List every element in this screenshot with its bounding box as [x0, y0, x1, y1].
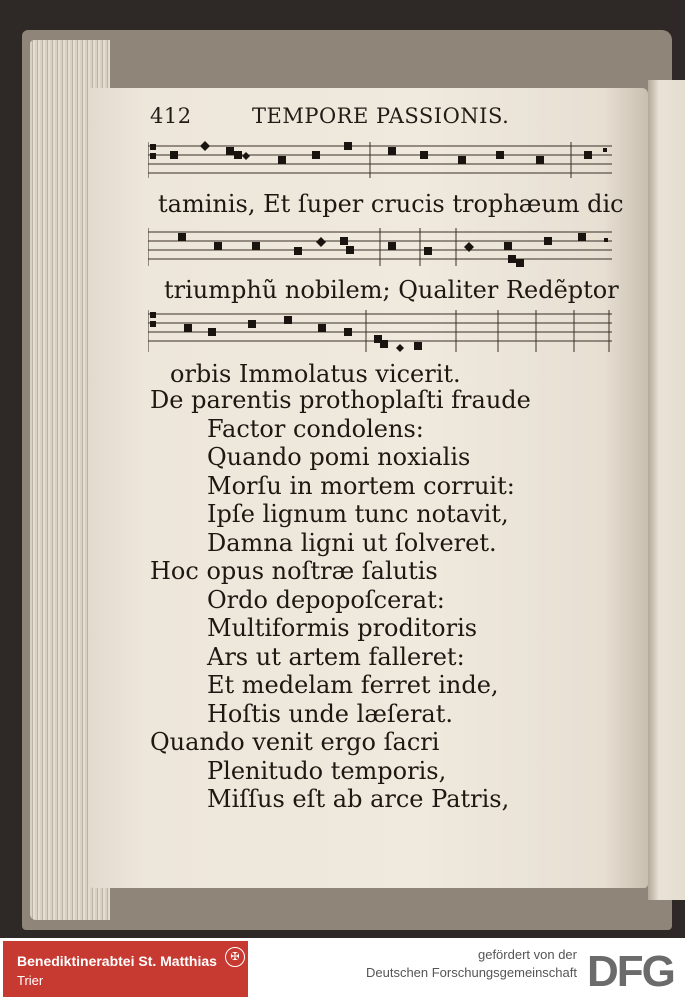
running-title: TEMPORE PASSIONIS. — [252, 104, 510, 128]
dfg-logo-icon[interactable] — [585, 944, 679, 994]
hymn-text — [150, 386, 630, 814]
funded-by-label: gefördert von der — [477, 947, 577, 962]
footer-bar — [0, 938, 685, 1000]
hymn-line: Ordo depopoſcerat: — [207, 585, 445, 614]
lyric-line-1: taminis, Et ſuper crucis trophæum dic — [158, 190, 624, 218]
hymn-line: Plenitudo temporis, — [207, 756, 447, 785]
institution-name: Benediktinerabtei St. Matthias — [17, 953, 217, 969]
hymn-line: Quando venit ergo ſacri — [150, 728, 440, 756]
hymn-line: Hoſtis unde læſerat. — [207, 699, 454, 728]
hymn-line: Ipſe lignum tunc notavit, — [207, 500, 509, 528]
hymn-line: Morſu in mortem corruit: — [207, 471, 515, 500]
page-number: 412 — [150, 104, 192, 128]
dfg-logo-text: DFG — [587, 947, 674, 994]
monastery-seal-icon: ✠ — [225, 947, 245, 967]
hymn-line: De parentis prothoplaſti fraude — [150, 386, 531, 414]
hymn-line: Hoc opus noſtræ ſalutis — [150, 557, 438, 585]
music-staff-2 — [148, 222, 612, 272]
institution-logo[interactable] — [3, 941, 248, 997]
sponsor-text — [366, 946, 577, 982]
hymn-line: Factor condolens: — [207, 414, 424, 443]
hymn-line: Quando pomi noxialis — [207, 443, 471, 471]
hymn-line: Miſſus eſt ab arce Patris, — [207, 785, 510, 813]
facing-page — [648, 80, 685, 900]
hymn-line: Ars ut artem falleret: — [207, 642, 465, 671]
hymn-line: Damna ligni ut ſolveret. — [207, 528, 497, 557]
funder-name: Deutschen Forschungsgemeinschaft — [365, 965, 577, 980]
lyric-line-3: orbis Immolatus vicerit. — [170, 360, 461, 388]
hymn-line: Multiformis proditoris — [207, 614, 478, 642]
lyric-line-2: triumphũ nobilem; Qualiter Redẽptor — [164, 276, 619, 304]
music-staff-3 — [148, 304, 612, 358]
institution-place: Trier — [17, 973, 44, 988]
page-header — [150, 104, 620, 134]
hymn-line: Et medelam ferret inde, — [207, 671, 499, 699]
music-staff-1 — [148, 136, 612, 186]
